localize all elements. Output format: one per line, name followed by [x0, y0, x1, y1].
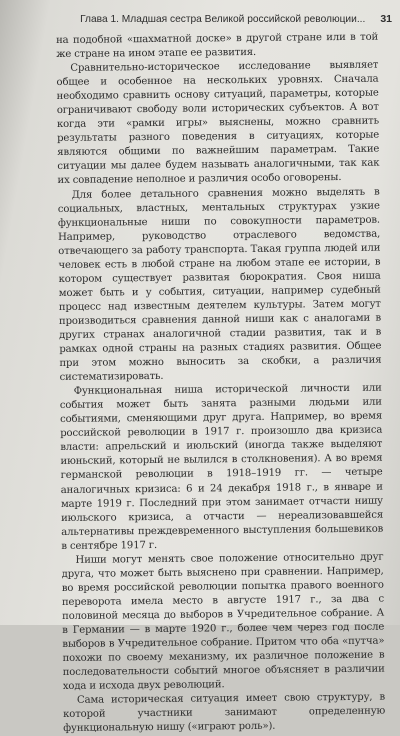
running-header: [80, 10, 392, 28]
paragraph: Функциональная ниша исторической личности или события может быть занята разными людьми или событиями, сменяющими друг друга. Например, во время российской революции в 1917 г. произошло два кризиса власти: апрельский и июльский (иногда также выделяют июньский, который не вылился в столкновения). А во время германской революции в 1918–1919 гг. — четыре аналогичных кризиса: 6 и 24 декабря 1918 г., в январе и марте 1919 г. Последний при этом занимает отчасти нишу июльского кризиса, а отчасти — нереализовавшейся альтернативы преждевременного выступления большевиков в сентябре 1917 г.: [59, 382, 384, 552]
paragraph: Сравнительно-историческое исследование выявляет общее и особенное на нескольких уровнях. Сначала необходимо сравнить основу ситуаций, параметры, которые ограничивают свободу воли исторических субъектов. А вот когда эти «рамки игры» выяснены, можно сравнить результаты разного поведения в ситуациях, которые являются общими по важнейшим параметрам. Такие ситуации мы далее будем называть аналогичными, так как их совпадение неполное и различия особо оговорены.: [56, 59, 380, 187]
page-number: 31: [380, 13, 392, 25]
paragraph: Ниши могут менять свое положение относительно друг друга, что может быть выяснено при сравнении. Например, во время российской революции попытка правого военного переворота имела место в августе 1917 г., за два с половиной месяца до выборов в Учредительное собрание. А в Германии — в марте 1920 г., более чем через год после выборов в Учредительное собрание. Притом что оба «путча» похожи по своему механизму, их различное положение в последовательности событий многое объясняет в различии хода и исхода двух революций.: [61, 551, 385, 693]
paragraph: Сама историческая ситуация имеет свою структуру, в которой участники занимают определенную функциональную нишу («играют роль»).: [63, 691, 386, 735]
paragraph-continuation: на подобной «шахматной доске» в другой стране или в той же стране на ином этапе ее развития.: [56, 31, 379, 61]
body-text: [56, 31, 385, 736]
running-title: Глава 1. Младшая сестра Великой российской революции...: [80, 13, 366, 25]
paragraph: Для более детального сравнения можно выделять в социальных, властных, ментальных структурах узкие функциональные ниши по совокупности параметров. Например, руководство отраслевого ведомства, отвечающего за работу транспорта. Такая группа людей или человек есть в любой стране на любом этапе ее истории, в котором существует развитая бюрократия. Своя ниша может быть и у события, ситуации, например судебный процесс над известным деятелем культуры. Затем могут производиться сравнения данной ниши как с аналогами в других странах аналогичной стадии развития, так и в рамках одной страны на разных стадиях развития. Общее при этом можно выносить за скобки, а различия систематизировать.: [57, 186, 382, 384]
